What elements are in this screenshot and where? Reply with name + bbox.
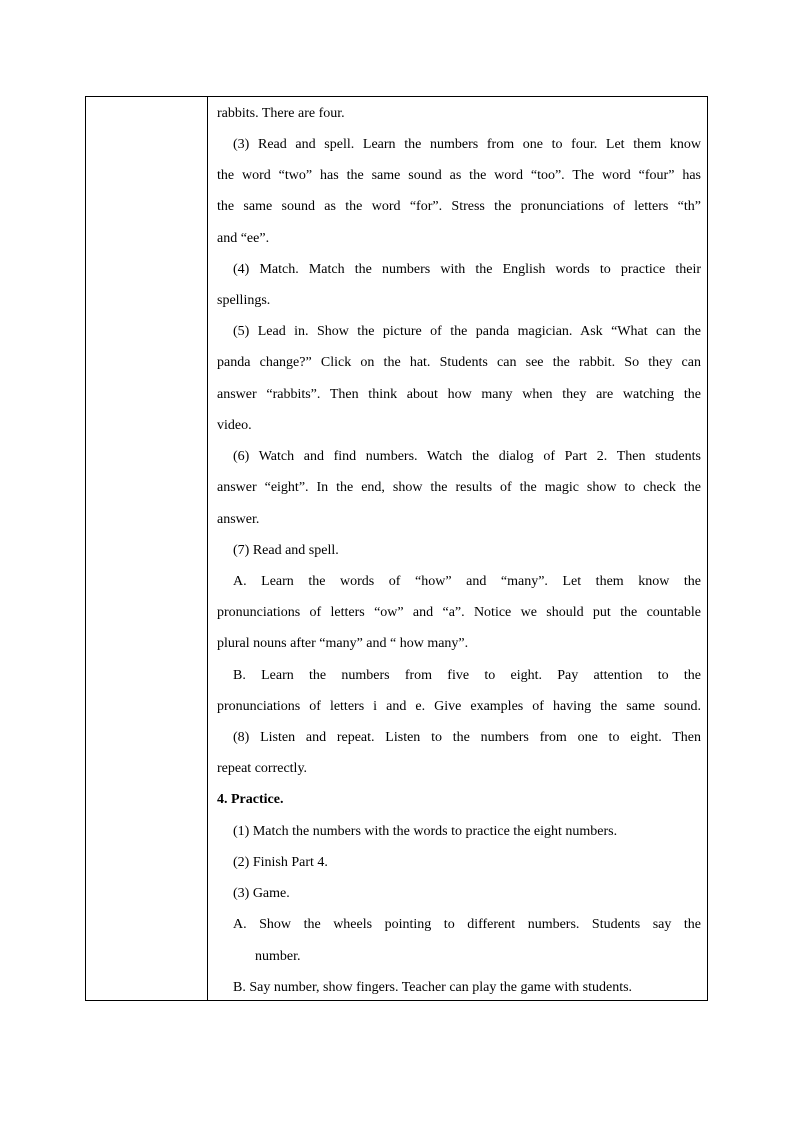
text-line: A. Show the wheels pointing to different numbers. Students say the <box>233 917 701 932</box>
text-line: (6) Watch and find numbers. Watch the dialog of Part 2. Then students <box>233 449 701 464</box>
lesson-table <box>85 96 708 1001</box>
text-line: answer “rabbits”. Then think about how many when they are watching the <box>217 387 701 402</box>
table-right-cell <box>208 97 707 1000</box>
text-line: pronunciations of letters i and e. Give examples of having the same sound. <box>217 699 701 714</box>
text-line: panda change?” Click on the hat. Students can see the rabbit. So they can <box>217 355 701 370</box>
text-line: answer. <box>217 512 260 527</box>
text-line: (7) Read and spell. <box>233 543 339 558</box>
text-line: (1) Match the numbers with the words to practice the eight numbers. <box>233 824 618 839</box>
text-line: B. Say number, show fingers. Teacher can play the game with students. <box>233 980 633 995</box>
text-line: (3) Read and spell. Learn the numbers from one to four. Let them know <box>233 137 701 152</box>
text-line: (4) Match. Match the numbers with the English words to practice their <box>233 262 701 277</box>
text-line: (3) Game. <box>233 886 290 901</box>
text-line: repeat correctly. <box>217 761 308 776</box>
text-line: (8) Listen and repeat. Listen to the numbers from one to eight. Then <box>233 730 701 745</box>
text-line: B. Learn the numbers from five to eight. Pay attention to the <box>233 668 701 683</box>
text-line: (2) Finish Part 4. <box>233 855 328 870</box>
text-line: spellings. <box>217 293 271 308</box>
text-line: answer “eight”. In the end, show the results of the magic show to check the <box>217 480 701 495</box>
text-line: (5) Lead in. Show the picture of the panda magician. Ask “What can the <box>233 324 701 339</box>
text-line: the same sound as the word “for”. Stress the pronunciations of letters “th” <box>217 199 701 214</box>
text-line: video. <box>217 418 252 433</box>
text-line: plural nouns after “many” and “ how many”. <box>217 636 469 651</box>
text-line: A. Learn the words of “how” and “many”. Let them know the <box>233 574 701 589</box>
text-line: and “ee”. <box>217 231 270 246</box>
text-line: rabbits. There are four. <box>217 106 345 121</box>
text-line: pronunciations of letters “ow” and “a”. Notice we should put the countable <box>217 605 701 620</box>
section-heading: 4. Practice. <box>217 792 284 807</box>
text-line: number. <box>255 949 301 964</box>
table-left-cell <box>86 97 208 1000</box>
text-line: the word “two” has the same sound as the word “too”. The word “four” has <box>217 168 701 183</box>
